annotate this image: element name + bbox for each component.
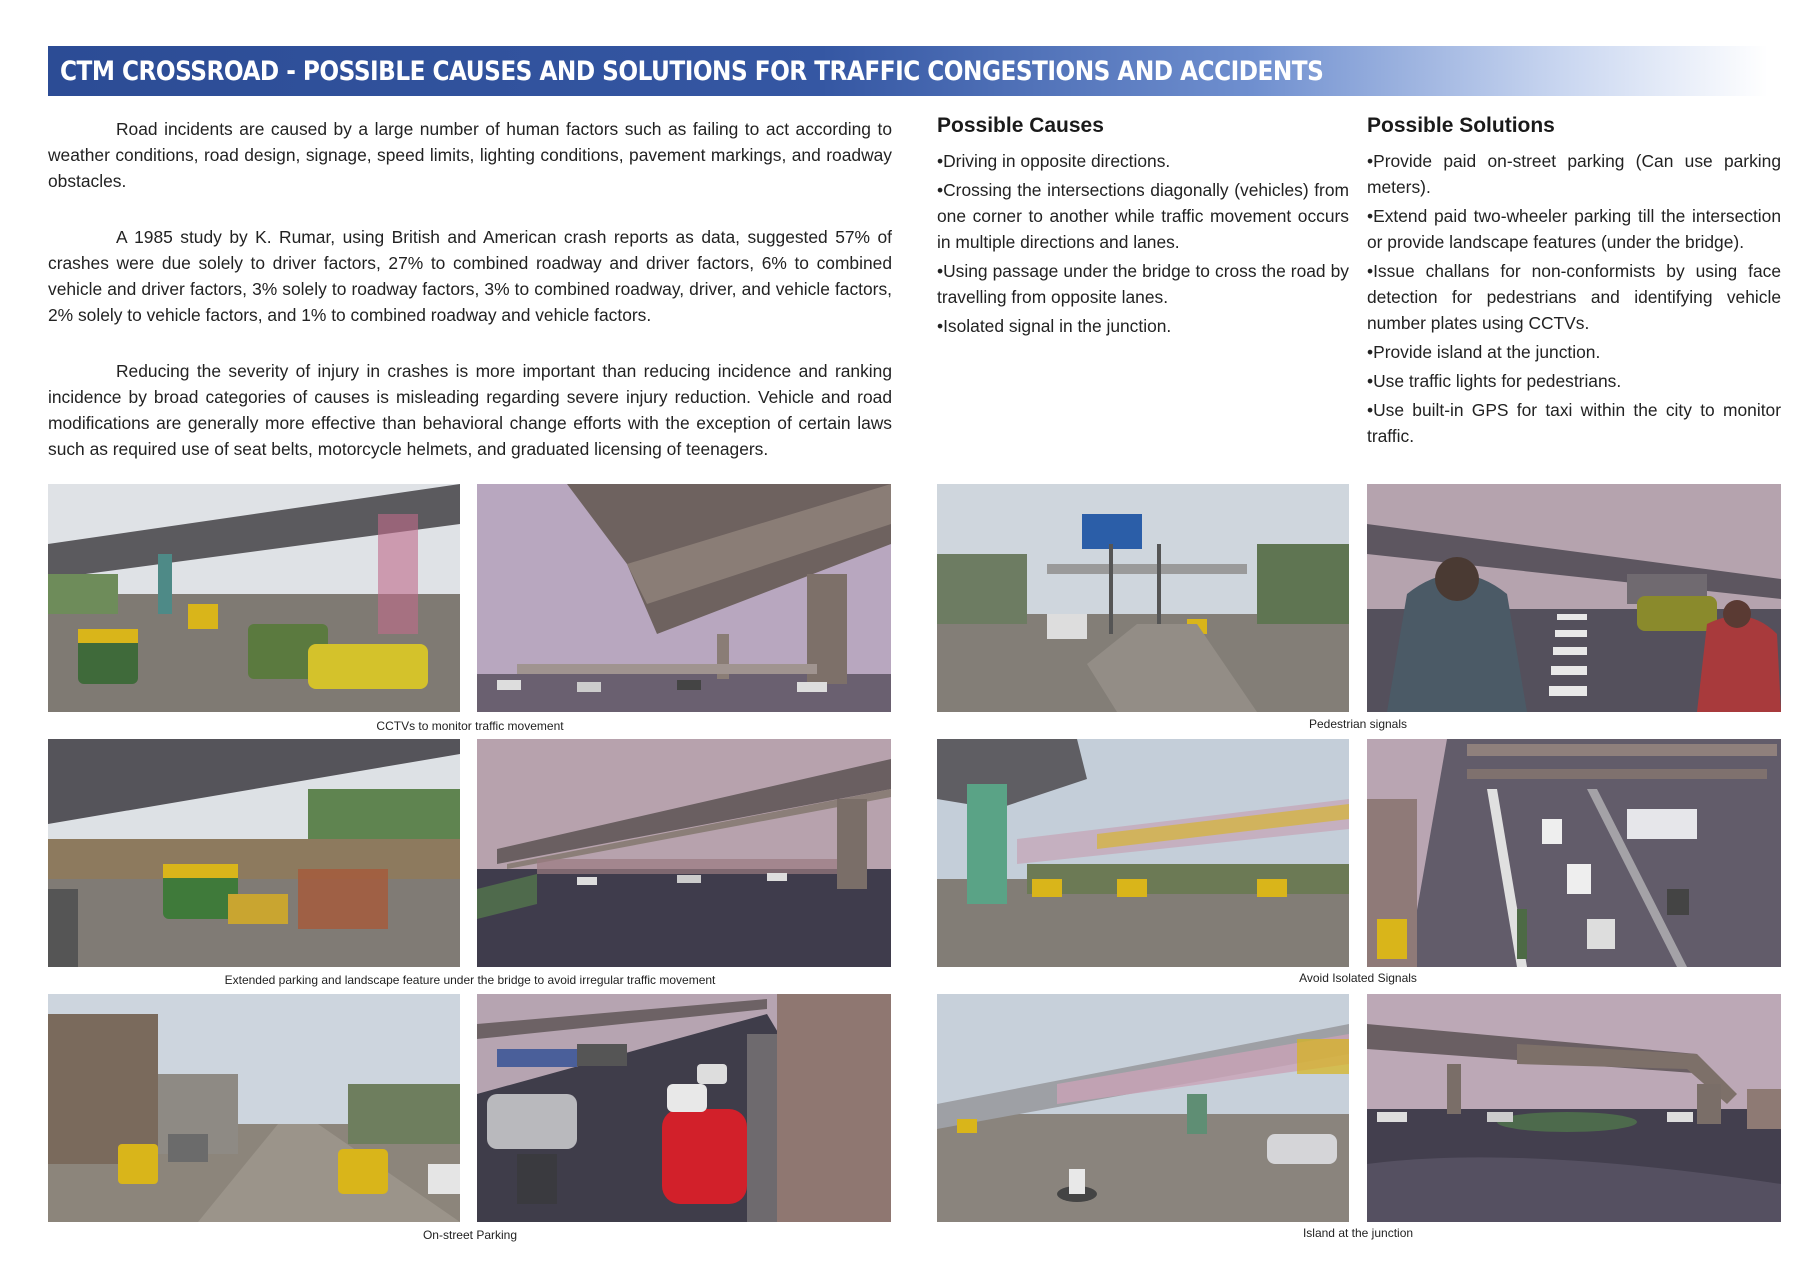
caption-onstreet-parking: On-street Parking <box>422 1228 518 1242</box>
solution-item: • Provide paid on-street parking (Can use parking meters). <box>1367 148 1781 200</box>
title-banner <box>48 46 1768 96</box>
photo-render-pedestrian-crossing <box>1367 484 1781 712</box>
photo-existing-isolated-signal <box>937 739 1349 967</box>
photo-existing-junction-signboard <box>937 484 1349 712</box>
solutions-heading: Possible Solutions <box>1367 114 1555 137</box>
caption-island-junction: Island at the junction <box>1302 1226 1414 1240</box>
caption-extended-parking: Extended parking and landscape feature under the bridge to avoid irregular traffic movement <box>224 973 716 987</box>
possible-causes-section <box>937 114 1349 342</box>
possible-solutions-section <box>1367 114 1781 452</box>
photo-existing-parking-under-bridge <box>48 739 460 967</box>
intro-paragraph: Road incidents are caused by a large number of human factors such as failing to act according to weather conditions, road design, signage, speed limits, lighting conditions, pavement markings, and roadway obstacles. <box>48 119 892 191</box>
solution-item: • Use built-in GPS for taxi within the city to monitor traffic. <box>1367 397 1781 449</box>
cause-item: • Crossing the intersections diagonally (vehicles) from one corner to another while traffic movement occurs in multiple directions and lanes. <box>937 177 1349 255</box>
photo-existing-street-parking <box>48 994 460 1222</box>
causes-heading: Possible Causes <box>937 114 1104 137</box>
photo-render-aerial-junction <box>1367 739 1781 967</box>
cause-item: • Using passage under the bridge to cross the road by travelling from opposite lanes. <box>937 258 1349 310</box>
cause-item: • Isolated signal in the junction. <box>937 313 1349 339</box>
page-title: CTM CROSSROAD - POSSIBLE CAUSES AND SOLUTIONS FOR TRAFFIC CONGESTIONS AND ACCIDENTS <box>60 55 1324 87</box>
photo-existing-flyover-autos <box>48 484 460 712</box>
photo-render-island-junction <box>1367 994 1781 1222</box>
solution-item: • Provide island at the junction. <box>1367 339 1781 365</box>
photo-existing-junction-crowd <box>937 994 1349 1222</box>
solution-item: • Extend paid two-wheeler parking till the intersection or provide landscape features (under the bridge). <box>1367 203 1781 255</box>
intro-paragraph: Reducing the severity of injury in crashes is more important than reducing incidence and ranking incidence by broad categories of causes is misleading regarding severe injury reduction. Vehicle and road modifications are generally more effective than behavioral change efforts with the exception of certain laws such as required use of seat belts, motorcycle helmets, and graduated licensing of teenagers. <box>48 361 892 459</box>
photo-render-landscape-under-bridge <box>477 739 891 967</box>
solution-item: • Issue challans for non-conformists by using face detection for pedestrians and identifying vehicle number plates using CCTVs. <box>1367 258 1781 336</box>
photo-render-flyover-underside <box>477 484 891 712</box>
solutions-list <box>1367 148 1781 449</box>
caption-avoid-isolated-signals: Avoid Isolated Signals <box>1299 971 1417 985</box>
intro-paragraph: A 1985 study by K. Rumar, using British and American crash reports as data, suggested 57% of crashes were due solely to driver factors, 27% to combined roadway and driver factors, 6% to combined vehicle and driver factors, 3% solely to roadway factors, 3% to combined roadway, driver, and vehicle factors, 2% solely to vehicle factors, and 1% to combined roadway and vehicle factors. <box>48 227 892 325</box>
caption-cctv: CCTVs to monitor traffic movement <box>376 719 564 733</box>
cause-item: • Driving in opposite directions. <box>937 148 1349 174</box>
causes-list <box>937 148 1349 339</box>
photo-render-onstreet-parking <box>477 994 891 1222</box>
solution-item: • Use traffic lights for pedestrians. <box>1367 368 1781 394</box>
intro-text <box>48 116 892 492</box>
caption-pedestrian-signals: Pedestrian signals <box>1308 717 1408 731</box>
